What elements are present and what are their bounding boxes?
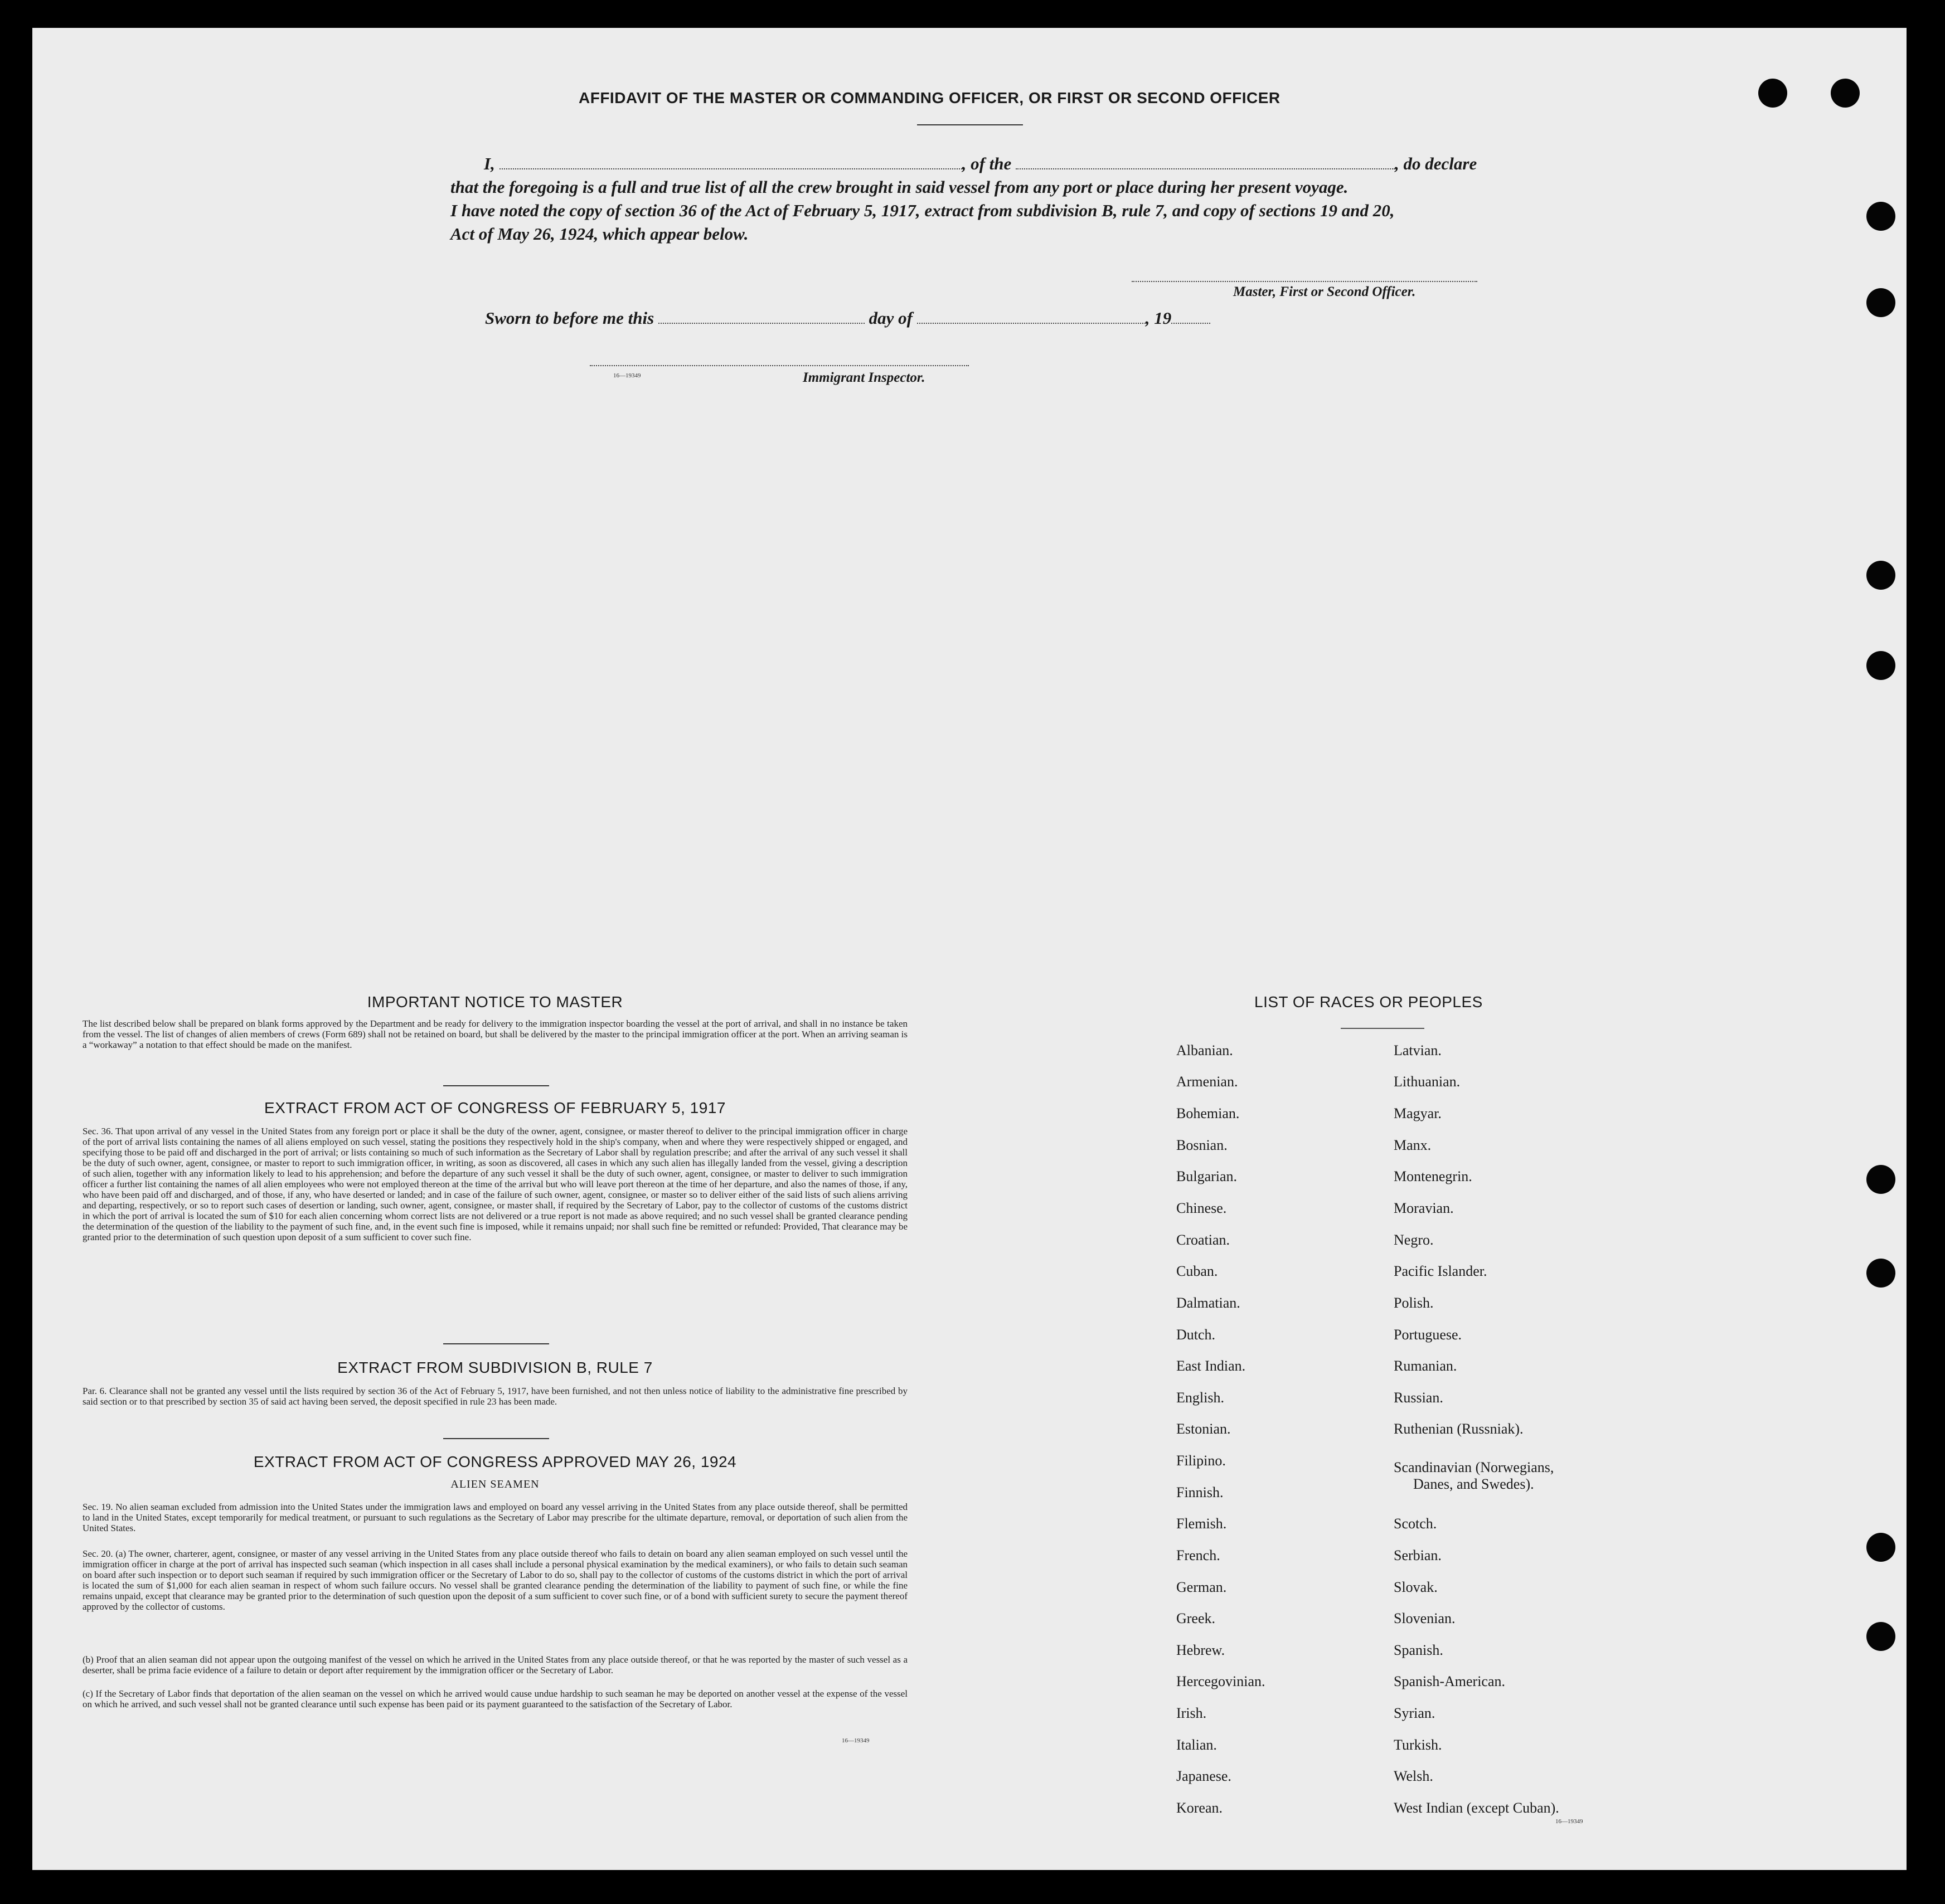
punch-hole xyxy=(1866,202,1895,231)
race-item: Chinese. xyxy=(1176,1200,1227,1216)
sworn-text: Sworn to before me this xyxy=(485,308,654,328)
year-prefix-text: , 19 xyxy=(1145,308,1172,328)
sworn-year-field[interactable] xyxy=(1171,310,1210,324)
master-signature-field[interactable] xyxy=(1132,281,1477,282)
punch-hole xyxy=(1866,1165,1895,1194)
declaration-do-declare: , do declare xyxy=(1395,154,1477,173)
declaration-of-the: , of the xyxy=(962,154,1012,173)
race-item: Ruthenian (Russniak). xyxy=(1394,1421,1524,1437)
alien-seamen-subtitle: ALIEN SEAMEN xyxy=(450,1478,540,1490)
race-item: Japanese. xyxy=(1176,1768,1231,1784)
race-item: Pacific Islander. xyxy=(1394,1263,1487,1279)
race-item: East Indian. xyxy=(1176,1358,1246,1374)
punch-hole xyxy=(1866,1259,1895,1288)
race-item: Hercegovinian. xyxy=(1176,1673,1265,1689)
race-item: Cuban. xyxy=(1176,1263,1218,1279)
officer-name-field[interactable] xyxy=(499,156,962,169)
race-item: Filipino. xyxy=(1176,1453,1226,1469)
race-item: Dutch. xyxy=(1176,1327,1216,1343)
race-item: Welsh. xyxy=(1394,1768,1433,1784)
inspector-signature-field[interactable] xyxy=(590,365,969,366)
extract-1924-title: EXTRACT FROM ACT OF CONGRESS APPROVED MAY 26, 1924 xyxy=(253,1453,737,1470)
race-item: Latvian. xyxy=(1394,1042,1442,1058)
punch-hole xyxy=(1831,79,1860,108)
punch-hole xyxy=(1758,79,1787,108)
race-item: Slovak. xyxy=(1394,1579,1438,1595)
affidavit-title: AFFIDAVIT OF THE MASTER OR COMMANDING OFFICER, OR FIRST OR SECOND OFFICER xyxy=(579,89,1281,106)
subdivision-b-text: Par. 6. Clearance shall not be granted any vessel until the lists required by section 36 of the Act of February 5, 1917, have been furnished, and not then unless notice of liability to the administrative fine prescribed by said section or to that prescribed by section 35 of said act having been served, the deposit specified in rule 23 has been made. xyxy=(83,1386,908,1407)
declaration-line-4: Act of May 26, 1924, which appear below. xyxy=(450,224,749,244)
subdivision-b-title: EXTRACT FROM SUBDIVISION B, RULE 7 xyxy=(337,1359,653,1376)
section-20a-text: Sec. 20. (a) The owner, charterer, agent, consignee, or master of any vessel arriving in the United States from any place outside thereof who fails to detain on board any alien seaman employed on such vessel until the immigration officer in charge at the port of arrival has inspected such seaman (which inspection in all cases shall include a personal physical examination by the medical examiners), or who fails to detain such seaman on board after such inspection or to deport such seaman if required by such immigration officer or the Secretary of Labor to do so, shall pay to the collector of customs of the customs district in which the port of arrival is located the sum of $1,000 for each alien seaman in respect of whom such failure occurs. No vessel shall be granted clearance pending the determination of the liability to payment of such fine, or while the fine remains unpaid, except that clearance may be granted prior to the determination of such question upon the deposit of a sum sufficient to cover such fine, or of a bond with sufficient surety to secure the payment thereof approved by the collector of customs. xyxy=(83,1548,908,1612)
race-item: Portuguese. xyxy=(1394,1327,1462,1343)
race-item: Armenian. xyxy=(1176,1074,1238,1090)
extract-form-number: 16—19349 xyxy=(842,1737,870,1744)
punch-hole xyxy=(1866,651,1895,680)
race-item: Montenegrin. xyxy=(1394,1168,1472,1184)
race-item-continued: Danes, and Swedes). xyxy=(1413,1476,1534,1492)
race-item: Albanian. xyxy=(1176,1042,1233,1058)
section-20b-text: (b) Proof that an alien seaman did not appear upon the outgoing manifest of the vessel on which he arrived in the United States from any place outside thereof, or that he was reported by the master of such vessel as a deserter, shall be prima facie evidence of a failure to detain or deport after requirement by the immigration officer or the Secretary of Labor. xyxy=(83,1654,908,1675)
race-item: English. xyxy=(1176,1390,1224,1406)
inspector-signature-label: Immigrant Inspector. xyxy=(803,370,925,385)
race-item: Manx. xyxy=(1394,1137,1432,1153)
punch-hole xyxy=(1866,1622,1895,1651)
race-item: Slovenian. xyxy=(1394,1610,1456,1626)
race-item: Italian. xyxy=(1176,1737,1217,1753)
notice-text: The list described below shall be prepared on blank forms approved by the Department and be ready for delivery to the immigration inspector boarding the vessel at the port of arrival, and shall in no instance be taken from the vessel. The list of changes of alien members of crews (Form 689) shall not be retained on board, but shall be delivered by the master to the principal immigration officer at the port. When an arriving seaman is a “workaway” a notation to that effect should be made on the manifest. xyxy=(83,1018,908,1050)
race-item: Spanish. xyxy=(1394,1642,1443,1658)
section-divider xyxy=(443,1343,549,1344)
vessel-name-field[interactable] xyxy=(1016,156,1395,169)
race-item: Hebrew. xyxy=(1176,1642,1225,1658)
race-item: Bulgarian. xyxy=(1176,1168,1238,1184)
declaration-line-1 xyxy=(484,154,1477,174)
section-divider xyxy=(443,1438,549,1439)
race-item: Bohemian. xyxy=(1176,1105,1240,1121)
sworn-day-field[interactable] xyxy=(658,310,865,324)
race-item: Dalmatian. xyxy=(1176,1295,1240,1311)
declaration-i: I, xyxy=(484,154,495,173)
punch-hole xyxy=(1866,1533,1895,1562)
race-item: Russian. xyxy=(1394,1390,1443,1406)
race-item: Irish. xyxy=(1176,1705,1207,1721)
sworn-month-field[interactable] xyxy=(917,310,1146,324)
sworn-line xyxy=(485,308,1210,328)
section-20c-text: (c) If the Secretary of Labor finds that deportation of the alien seaman on the vessel on which he arrived would cause undue hardship to such seaman he may be deported on another vessel at the expense of the vessel on which he arrived, and such vessel shall not be granted clearance until such expense has been paid or its payment guaranteed to the satisfaction of the Secretary of Labor. xyxy=(83,1688,908,1709)
extract-1917-title: EXTRACT FROM ACT OF CONGRESS OF FEBRUARY 5, 1917 xyxy=(264,1099,726,1116)
race-item: Estonian. xyxy=(1176,1421,1231,1437)
notice-title: IMPORTANT NOTICE TO MASTER xyxy=(367,993,623,1011)
race-item: Negro. xyxy=(1394,1232,1434,1248)
race-item: Spanish-American. xyxy=(1394,1673,1506,1689)
declaration-line-2: that the foregoing is a full and true list of all the crew brought in said vessel from any port or place during her present voyage. xyxy=(450,177,1349,197)
section-divider xyxy=(443,1085,549,1086)
race-item: Syrian. xyxy=(1394,1705,1435,1721)
race-item: Rumanian. xyxy=(1394,1358,1457,1374)
races-form-number: 16—19349 xyxy=(1555,1818,1583,1825)
race-item: Croatian. xyxy=(1176,1232,1230,1248)
races-title: LIST OF RACES OR PEOPLES xyxy=(1254,993,1483,1011)
extract-1917-text: Sec. 36. That upon arrival of any vessel in the United States from any foreign port or place it shall be the duty of the owner, agent, consignee, or master thereof to deliver to the principal immigration officer in charge of the port of arrival lists containing the names of all aliens employed on such vessel, stating the positions they respectively hold in the ship's company, when and where they were respectively shipped or engaged, and specifying those to be paid off and discharged in the port of arrival; or lists containing so much of such information as the Secretary of Labor shall by regulation prescribe; and after the arrival of any such vessel it shall be the duty of such owner, agent, consignee, or master to report to such immigration officer, in writing, as soon as discovered, all cases in which any such alien has illegally landed from the vessel, giving a description of such alien, together with any information likely to lead to his apprehension; and before the departure of any such vessel it shall be the duty of such owner, agent, consignee, or master to deliver to such immigration officer a further list containing the names of all alien employees who were not employed thereon at the time of the arrival but who will leave port thereon at the time of her departure, and also the names of those, if any, who have been paid off and discharged, and of those, if any, who have deserted or landed; and in case of the failure of such owner, agent, consignee, or master so to deliver either of the said lists of such aliens arriving and departing, respectively, or so to report such cases of desertion or landing, such owner, agent, consignee, or master shall, if required by the Secretary of Labor, pay to the collector of customs of the customs district in which the port of arrival is located the sum of $10 for each alien concerning whom correct lists are not delivered or a true report is not made as above required; and no such vessel shall be granted clearance pending the determination of the question of the liability to the payment of such fine, and, in the event such fine is imposed, while it remains unpaid; nor shall such fine be remitted or refunded: Provided, That clearance may be granted prior to the determination of such question upon deposit of a sum sufficient to cover such fine. xyxy=(83,1126,908,1242)
race-item: French. xyxy=(1176,1547,1220,1563)
race-item: Bosnian. xyxy=(1176,1137,1228,1153)
affidavit-form-number: 16—19349 xyxy=(613,372,641,379)
punch-hole xyxy=(1866,288,1895,317)
title-divider xyxy=(917,124,1023,125)
race-item: Serbian. xyxy=(1394,1547,1442,1563)
race-item: Turkish. xyxy=(1394,1737,1442,1753)
section-19-text: Sec. 19. No alien seaman excluded from admission into the United States under the immigration laws and employed on board any vessel arriving in the United States from any place outside thereof, shall be permitted to land in the United States, except temporarily for medical treatment, or pursuant to such regulations as the Secretary of Labor may prescribe for the ultimate departure, removal, or deportation of such alien from the United States. xyxy=(83,1502,908,1533)
race-item: Finnish. xyxy=(1176,1484,1224,1500)
race-item: Flemish. xyxy=(1176,1516,1227,1532)
declaration-line-3: I have noted the copy of section 36 of the Act of February 5, 1917, extract from subdivision B, rule 7, and copy of sections 19 and 20, xyxy=(450,201,1395,220)
races-divider xyxy=(1341,1028,1424,1029)
race-item: German. xyxy=(1176,1579,1227,1595)
race-item: Greek. xyxy=(1176,1610,1216,1626)
day-of-text: day of xyxy=(869,308,913,328)
punch-hole xyxy=(1866,561,1895,590)
race-item: Scotch. xyxy=(1394,1516,1437,1532)
race-item: Polish. xyxy=(1394,1295,1434,1311)
race-item: West Indian (except Cuban). xyxy=(1394,1800,1559,1816)
race-item: Moravian. xyxy=(1394,1200,1454,1216)
race-item: Korean. xyxy=(1176,1800,1223,1816)
race-item: Magyar. xyxy=(1394,1105,1442,1121)
race-item: Scandinavian (Norwegians, xyxy=(1394,1459,1554,1475)
race-item: Lithuanian. xyxy=(1394,1074,1461,1090)
master-signature-label: Master, First or Second Officer. xyxy=(1233,284,1416,299)
